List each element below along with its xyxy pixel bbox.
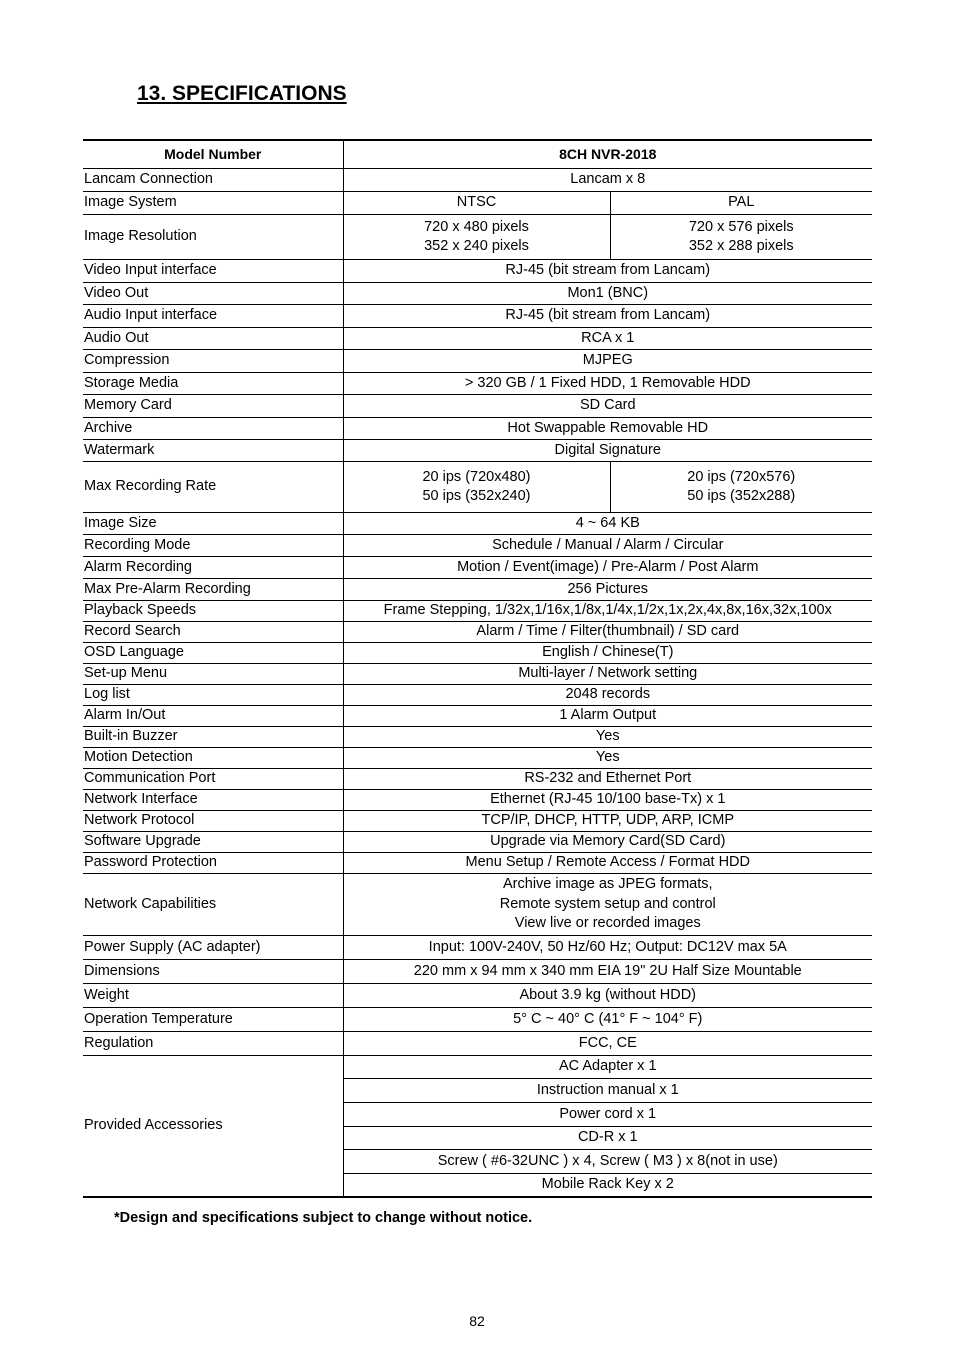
row-label: Built-in Buzzer xyxy=(83,727,343,748)
row-label: Set-up Menu xyxy=(83,664,343,685)
row-label: Motion Detection xyxy=(83,748,343,769)
table-row xyxy=(83,769,872,790)
row-label: Communication Port xyxy=(83,769,343,790)
row-value: About 3.9 kg (without HDD) xyxy=(343,984,872,1008)
pal-heading: PAL xyxy=(610,192,872,215)
row-value: TCP/IP, DHCP, HTTP, UDP, ARP, ICMP xyxy=(343,811,872,832)
table-row xyxy=(83,1032,872,1056)
row-label: Storage Media xyxy=(83,373,343,395)
row-label: Audio Out xyxy=(83,328,343,350)
row-label: Regulation xyxy=(83,1032,343,1056)
table-row xyxy=(83,305,872,328)
value-line: 50 ips (352x240) xyxy=(422,488,531,504)
accessory-item: AC Adapter x 1 xyxy=(343,1056,872,1079)
value-line: 720 x 480 pixels xyxy=(424,218,529,235)
value-line: 20 ips (720x480) xyxy=(422,468,531,485)
table-row xyxy=(83,984,872,1008)
row-value: > 320 GB / 1 Fixed HDD, 1 Removable HDD xyxy=(343,373,872,395)
pal-value xyxy=(610,215,872,260)
row-label: Max Pre-Alarm Recording xyxy=(83,579,343,601)
row-value: Menu Setup / Remote Access / Format HDD xyxy=(343,853,872,874)
row-label: Video Out xyxy=(83,283,343,305)
table-row xyxy=(83,557,872,579)
row-value: 5° C ~ 40° C (41° F ~ 104° F) xyxy=(343,1008,872,1032)
table-row xyxy=(83,579,872,601)
table-row xyxy=(83,1056,872,1079)
row-label: Operation Temperature xyxy=(83,1008,343,1032)
row-label: Archive xyxy=(83,418,343,440)
table-row xyxy=(83,622,872,643)
row-value: 220 mm x 94 mm x 340 mm EIA 19" 2U Half Size Mountable xyxy=(343,960,872,984)
table-row xyxy=(83,462,872,513)
table-row xyxy=(83,685,872,706)
row-label: Dimensions xyxy=(83,960,343,984)
row-label: Software Upgrade xyxy=(83,832,343,853)
row-label: Power Supply (AC adapter) xyxy=(83,936,343,960)
ntsc-heading: NTSC xyxy=(343,192,610,215)
value-line: 352 x 240 pixels xyxy=(424,238,529,254)
row-label: Lancam Connection xyxy=(83,169,343,192)
row-label: Watermark xyxy=(83,440,343,462)
table-row xyxy=(83,418,872,440)
table-row xyxy=(83,832,872,853)
row-label: Record Search xyxy=(83,622,343,643)
row-value: SD Card xyxy=(343,395,872,418)
row-value: RJ-45 (bit stream from Lancam) xyxy=(343,305,872,328)
table-row xyxy=(83,350,872,373)
accessory-item: CD-R x 1 xyxy=(343,1127,872,1150)
row-value: 1 Alarm Output xyxy=(343,706,872,727)
accessory-item: Mobile Rack Key x 2 xyxy=(541,1176,674,1192)
row-label: Network Capabilities xyxy=(83,874,343,936)
table-row xyxy=(83,960,872,984)
value-line: Remote system setup and control xyxy=(499,895,716,912)
row-label: Max Recording Rate xyxy=(83,462,343,513)
row-value: Lancam x 8 xyxy=(343,169,872,192)
table-row xyxy=(83,601,872,622)
table-row xyxy=(83,1008,872,1032)
row-label: Image Resolution xyxy=(83,215,343,260)
row-value: Ethernet (RJ-45 10/100 base-Tx) x 1 xyxy=(343,790,872,811)
row-label: Weight xyxy=(83,984,343,1008)
row-label: Alarm Recording xyxy=(83,557,343,579)
value-line: 352 x 288 pixels xyxy=(688,238,794,254)
row-value: Motion / Event(image) / Pre-Alarm / Post Alarm xyxy=(343,557,872,579)
row-label: Memory Card xyxy=(83,395,343,418)
table-row xyxy=(83,535,872,557)
table-row xyxy=(83,283,872,305)
row-value: 2048 records xyxy=(343,685,872,706)
row-label: Audio Input interface xyxy=(83,305,343,328)
value-line: 20 ips (720x576) xyxy=(687,468,796,485)
row-label: Network Protocol xyxy=(83,811,343,832)
table-row xyxy=(83,790,872,811)
table-row xyxy=(83,936,872,960)
row-label: OSD Language xyxy=(83,643,343,664)
row-value: Mon1 (BNC) xyxy=(343,283,872,305)
table-row xyxy=(83,215,872,260)
table-row xyxy=(83,727,872,748)
table-row xyxy=(83,874,872,936)
row-value: Digital Signature xyxy=(343,440,872,462)
table-row xyxy=(83,373,872,395)
table-row xyxy=(83,260,872,283)
accessory-item: Screw ( #6-32UNC ) x 4, Screw ( M3 ) x 8(not in use) xyxy=(343,1150,872,1174)
row-value: MJPEG xyxy=(343,350,872,373)
table-row xyxy=(83,853,872,874)
row-value: RJ-45 (bit stream from Lancam) xyxy=(343,260,872,283)
table-row xyxy=(83,643,872,664)
row-value: Upgrade via Memory Card(SD Card) xyxy=(343,832,872,853)
value-line: View live or recorded images xyxy=(514,915,701,932)
table-row xyxy=(83,513,872,535)
table-row xyxy=(83,440,872,462)
row-value: Frame Stepping, 1/32x,1/16x,1/8x,1/4x,1/2x,1x,2x,4x,8x,16x,32x,100x xyxy=(343,601,872,622)
row-value: Alarm / Time / Filter(thumbnail) / SD card xyxy=(343,622,872,643)
accessory-item: Instruction manual x 1 xyxy=(343,1079,872,1103)
row-label: Image System xyxy=(83,192,343,215)
table-row xyxy=(83,328,872,350)
row-label: Provided Accessories xyxy=(83,1056,343,1197)
page-title: 13. SPECIFICATIONS xyxy=(137,82,347,105)
table-row xyxy=(83,706,872,727)
ntsc-value xyxy=(343,215,610,260)
row-value: RCA x 1 xyxy=(343,328,872,350)
table-row xyxy=(83,664,872,685)
row-value: Yes xyxy=(343,748,872,769)
row-value: RS-232 and Ethernet Port xyxy=(343,769,872,790)
disclaimer-note: *Design and specifications subject to change without notice. xyxy=(114,1210,533,1226)
row-value: Yes xyxy=(343,727,872,748)
row-value: Multi-layer / Network setting xyxy=(343,664,872,685)
row-label: Image Size xyxy=(83,513,343,535)
table-header-row xyxy=(83,140,872,169)
row-label: Compression xyxy=(83,350,343,373)
row-value: 256 Pictures xyxy=(343,579,872,601)
row-value: Hot Swappable Removable HD xyxy=(343,418,872,440)
row-label: Video Input interface xyxy=(83,260,343,283)
pal-value xyxy=(610,462,872,513)
value-line: 50 ips (352x288) xyxy=(687,488,796,504)
table-row xyxy=(83,395,872,418)
ntsc-value xyxy=(343,462,610,513)
row-value: English / Chinese(T) xyxy=(343,643,872,664)
table-row xyxy=(83,192,872,215)
value-line: Archive image as JPEG formats, xyxy=(503,876,713,893)
row-label: Network Interface xyxy=(83,790,343,811)
row-value: 4 ~ 64 KB xyxy=(343,513,872,535)
row-label: Password Protection xyxy=(83,853,343,874)
page-number: 82 xyxy=(469,1313,485,1329)
row-value: Input: 100V-240V, 50 Hz/60 Hz; Output: DC12V max 5A xyxy=(343,936,872,960)
specifications-table xyxy=(83,139,872,1198)
header-model-value: 8CH NVR-2018 xyxy=(343,140,872,169)
value-line: 720 x 576 pixels xyxy=(688,218,794,235)
table-row xyxy=(83,748,872,769)
table-row xyxy=(83,169,872,192)
row-label: Recording Mode xyxy=(83,535,343,557)
header-label: Model Number xyxy=(83,140,343,169)
row-value xyxy=(343,874,872,936)
row-value: FCC, CE xyxy=(343,1032,872,1056)
row-label: Alarm In/Out xyxy=(83,706,343,727)
row-label: Playback Speeds xyxy=(83,601,343,622)
accessory-item: Power cord x 1 xyxy=(343,1103,872,1127)
row-value: Schedule / Manual / Alarm / Circular xyxy=(343,535,872,557)
table-row xyxy=(83,811,872,832)
row-label: Log list xyxy=(83,685,343,706)
